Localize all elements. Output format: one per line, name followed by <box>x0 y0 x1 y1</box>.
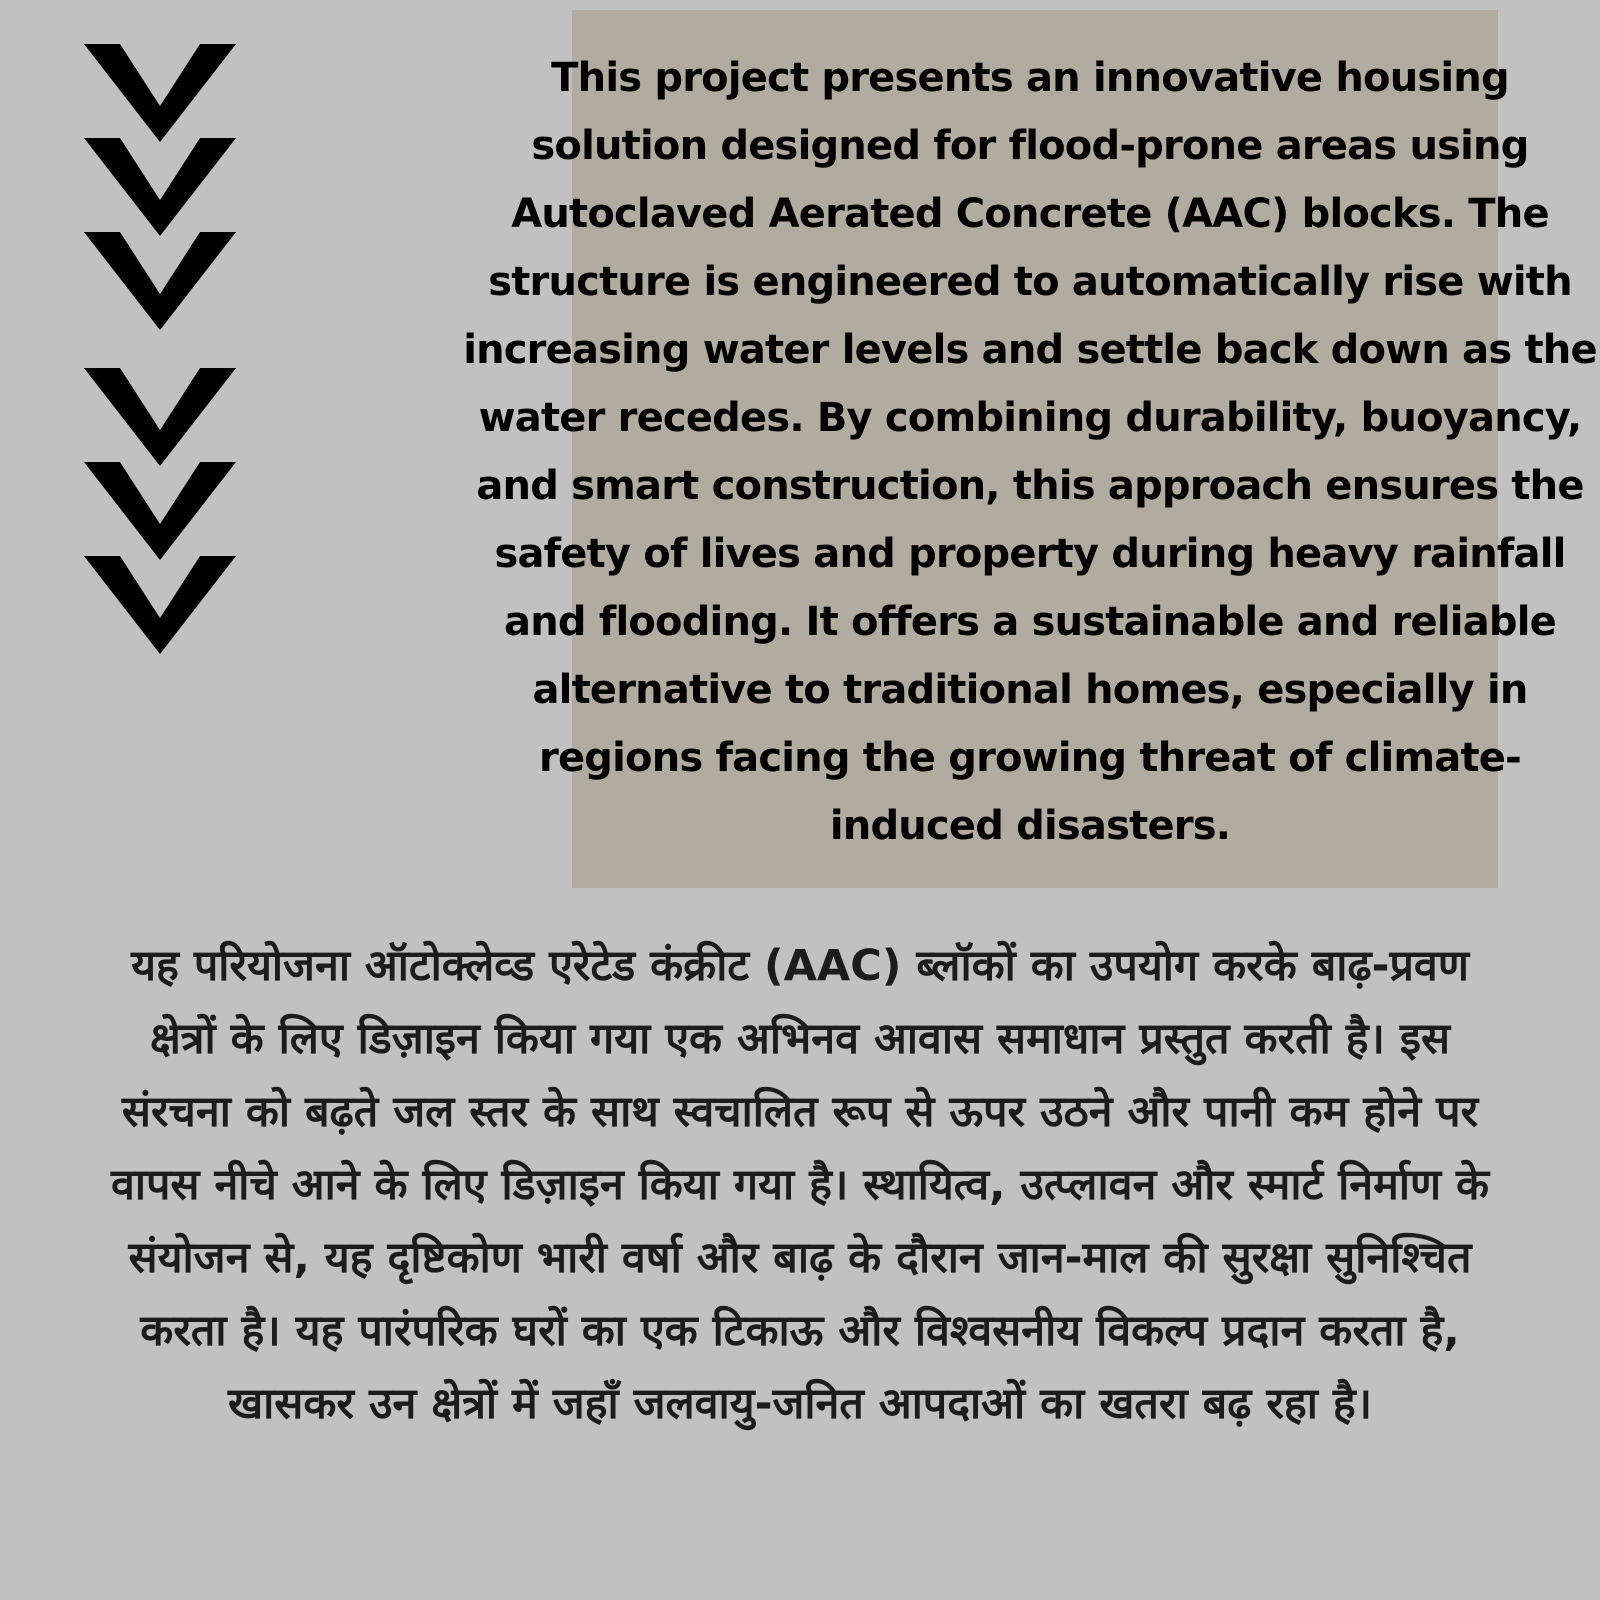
chevron-group-top <box>84 44 236 330</box>
chevron-column <box>84 44 236 664</box>
chevron-down-icon <box>84 232 236 330</box>
chevron-group-bottom <box>84 368 236 654</box>
chevron-down-icon <box>84 462 236 560</box>
chevron-down-icon <box>84 138 236 236</box>
chevron-down-icon <box>84 556 236 654</box>
chevron-down-icon <box>84 44 236 142</box>
english-description: This project presents an innovative housing solution designed for flood-prone areas using Autoclaved Aerated Concrete (AAC) blocks. The structure is engineered to automatically rise with increasing water levels and settle back down as the water recedes. By combining durability, buoyancy, and smart construction, this approach ensures the safety of lives and property during heavy rainfall and flooding. It offers a sustainable and reliable alternative to traditional homes, especially in regions facing the growing threat of climate-induced disasters. <box>463 55 1597 849</box>
chevron-down-icon <box>84 368 236 466</box>
hindi-description: यह परियोजना ऑटोक्लेव्ड एरेटेड कंक्रीट (AAC) ब्लॉकों का उपयोग करके बाढ़-प्रवण क्षेत्रों के लिए डिज़ाइन किया गया एक अभिनव आवास समाधान प्रस्तुत करती है। इस संरचना को बढ़ते जल स्तर के साथ स्वचालित रूप से ऊपर उठने और पानी कम होने पर वापस नीचे आने के लिए डिज़ाइन किया गया है। स्थायित्व, उत्प्लावन और स्मार्ट निर्माण के संयोजन से, यह दृष्टिकोण भारी वर्षा और बाढ़ के दौरान जान-माल की सुरक्षा सुनिश्चित करता है। यह पारंपरिक घरों का एक टिकाऊ और विश्वसनीय विकल्प प्रदान करता है, खासकर उन क्षेत्रों में जहाँ जलवायु-जनित आपदाओं का खतरा बढ़ रहा है। <box>110 941 1490 1429</box>
